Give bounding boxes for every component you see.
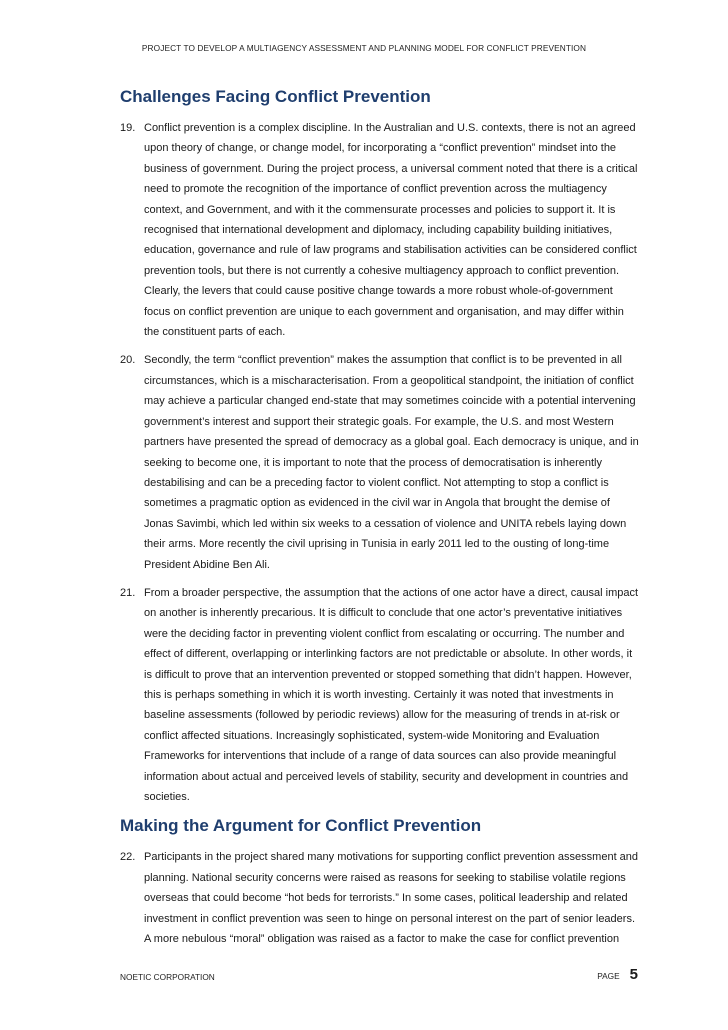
paragraph-number: 19.: [120, 122, 136, 134]
paragraph-22: [120, 847, 640, 949]
paragraph-number: 21.: [120, 586, 136, 599]
paragraph-text: Secondly, the term “conflict prevention” makes the assumption that conflict is to be prevented in all circumstances, which is a mischaracterisation. From a geopolitical standpoint, the initiation of conflict may achieve a particular changed end-state that may sometimes coincide with a potential intervening government’s interest and support their strategic goals. For example, the U.S. and most Western partners have presented the spread of democracy as a global goal. Each democracy is unique, and in seeking to become one, it is important to note that the process of democratisation is inherently destabilising and can be a preceding factor to violent conflict. Not attempting to stop a conflict is sometimes a pragmatic option as evidenced in the civil war in Angola that brought the demise of Jonas Savimbi, which led within six weeks to a cessation of violence and UNITA rebels laying down their arms. More recently the civil uprising in Tunisia in early 2011 led to the ousting of long-time President Abidine Ben Ali.: [144, 354, 639, 571]
section-heading-challenges: Challenges Facing Conflict Prevention: [120, 87, 431, 106]
paragraph-text: From a broader perspective, the assumption that the actions of one actor have a direct, causal impact on another is inherently precarious. It is difficult to conclude that one actor’s preventative initiatives were the deciding factor in preventing violent conflict from escalating or occurring. The number and effect of different, overlapping or interlinking factors are not predictable or absolute. In other words, it is difficult to prove that an intervention prevented or stopped something that didn’t happen. However, this is perhaps something in which it is worth investing. Certainly it was noted that investments in baseline assessments (followed by periodic reviews) allow for the measuring of trends in at-risk or conflict affected situations. Increasingly sophisticated, system-wide Monitoring and Evaluation Frameworks for interventions that include of a range of data sources can also provide meaningful information about actual and perceived levels of stability, security and development in countries and societies.: [144, 586, 639, 803]
paragraph-text: Conflict prevention is a complex discipline. In the Australian and U.S. contexts, there is not an agreed upon theory of change, or change model, for incorporating a “conflict prevention” mindset into the business of government. During the project process, a universal comment noted that there is a critical need to promote the recognition of the importance of conflict prevention across the multiagency context, and Government, and with it the commensurate processes and policies to support it. It is recognised that international development and diplomacy, including capability building initiatives, education, governance and rule of law programs and stabilisation activities can be considered conflict prevention tools, but there is not currently a cohesive multiagency approach to conflict prevention. Clearly, the levers that could cause positive change towards a more robust whole-of-government focus on conflict prevention are unique to each government and organisation, and may differ within the constituent parts of each.: [144, 122, 638, 339]
paragraph-19: [120, 118, 640, 342]
paragraph-21: [120, 583, 640, 807]
page-number: 5: [629, 966, 638, 983]
section-heading-argument: Making the Argument for Conflict Prevention: [120, 816, 482, 836]
page-body: [120, 86, 640, 957]
paragraph-number: 20.: [120, 354, 136, 367]
page-label: PAGE: [597, 971, 620, 981]
running-header: PROJECT TO DEVELOP A MULTIAGENCY ASSESSMENT AND PLANNING MODEL FOR CONFLICT PREVENTION: [141, 43, 587, 53]
footer-page: [597, 966, 638, 983]
paragraph-20: [120, 350, 640, 574]
footer-organisation: NOETIC CORPORATION: [120, 972, 215, 982]
paragraph-number: 22.: [120, 851, 136, 864]
paragraph-text: Participants in the project shared many motivations for supporting conflict prevention assessment and planning. National security concerns were raised as reasons for seeking to stabilise volatile regions overseas that could become “hot beds for terrorists.” In some cases, political leadership and related investment in conflict prevention was seen to hinge on personal interest on the part of senior leaders. A more nebulous “moral” obligation was raised as a factor to make the case for conflict prevention: [144, 851, 639, 946]
